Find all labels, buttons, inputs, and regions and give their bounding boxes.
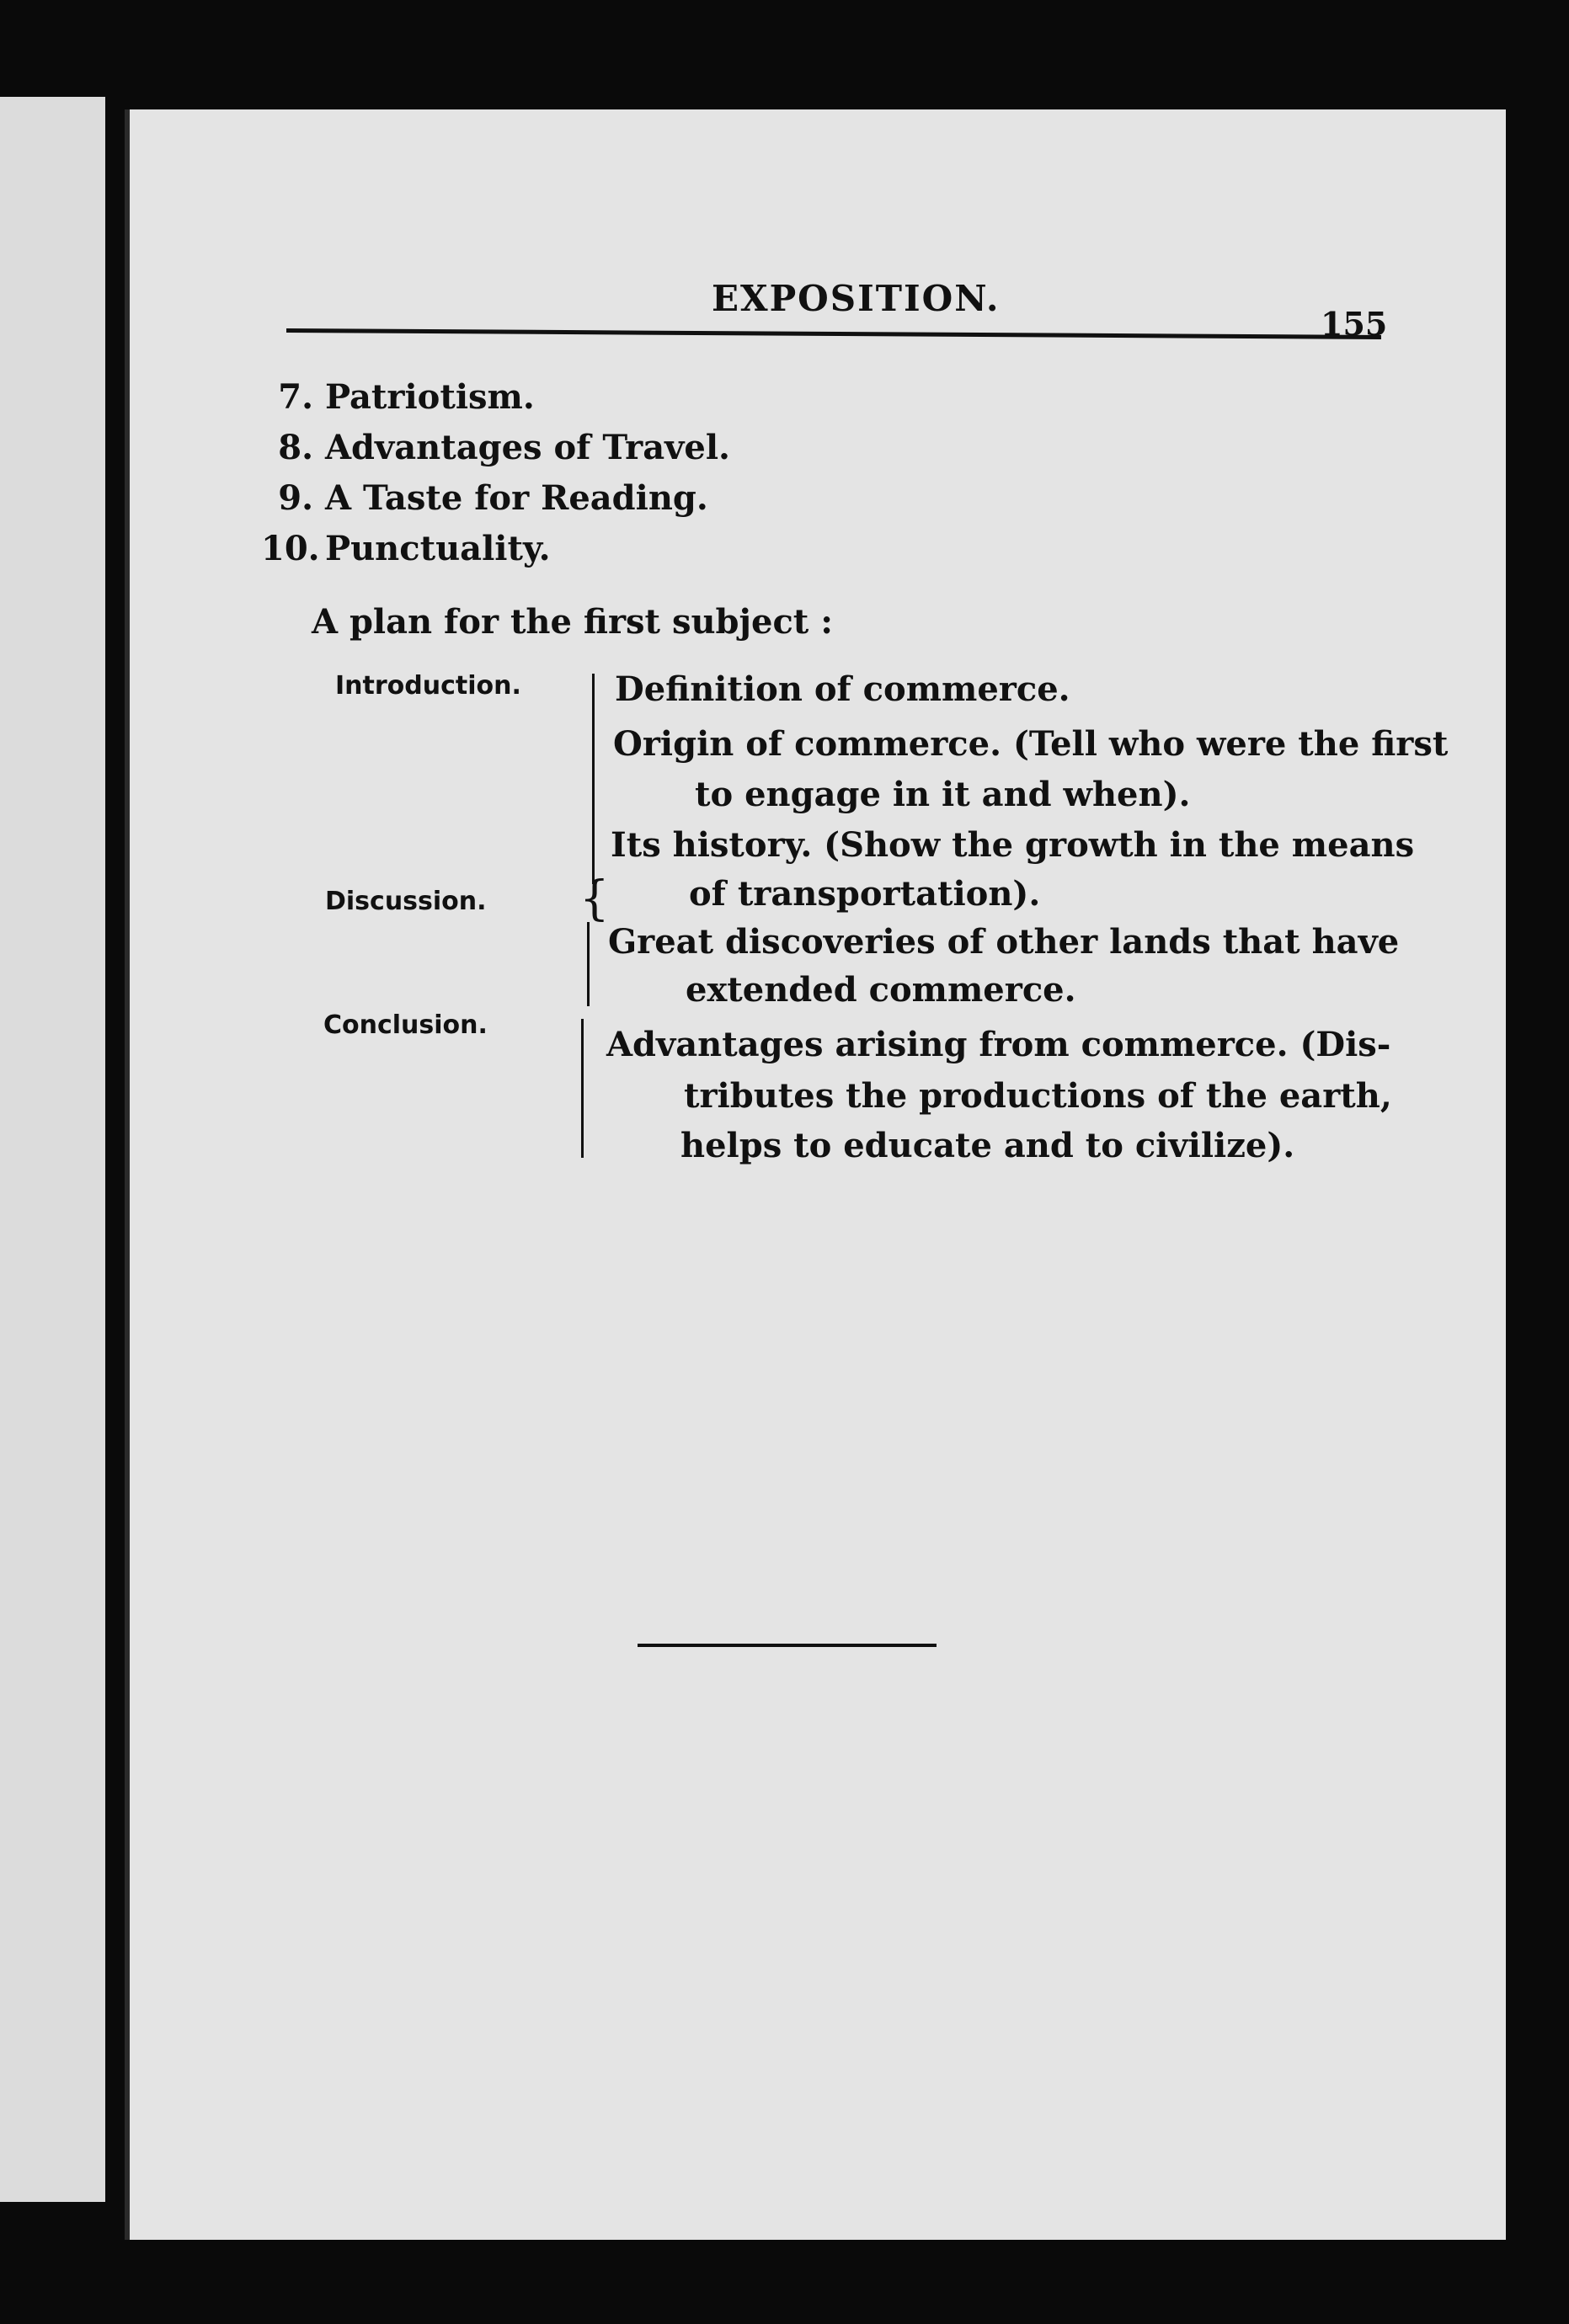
plan-line: tributes the productions of the earth, xyxy=(684,1076,1392,1116)
plan-line: extended commerce. xyxy=(686,970,1076,1010)
topic-number: 10. xyxy=(261,529,320,568)
plan-line: Advantages arising from commerce. (Dis- xyxy=(606,1025,1391,1064)
label-introduction: Introduction. xyxy=(335,671,521,701)
plan-line: Definition of commerce. xyxy=(615,669,1070,709)
topic-text: Advantages of Travel. xyxy=(325,428,730,467)
section-end-rule xyxy=(638,1644,937,1647)
plan-line: Origin of commerce. (Tell who were the first xyxy=(613,724,1449,764)
brace-lower xyxy=(581,1019,584,1158)
plan-line: Its history. (Show the growth in the means xyxy=(611,825,1415,865)
label-discussion: Discussion. xyxy=(325,887,487,916)
topic-item xyxy=(261,529,551,568)
plan-line: to engage in it and when). xyxy=(695,775,1191,814)
running-head: EXPOSITION. xyxy=(712,278,1001,319)
topic-number: 7. xyxy=(278,377,313,417)
plan-line: Great discoveries of other lands that have xyxy=(608,922,1400,962)
topic-text: Punctuality. xyxy=(325,529,551,568)
topic-text: A Taste for Reading. xyxy=(325,478,708,518)
topic-item xyxy=(261,428,730,467)
brace-upper xyxy=(592,674,595,884)
brace-point: { xyxy=(579,872,610,926)
page-number: 155 xyxy=(1321,305,1388,343)
plan-line: helps to educate and to civilize). xyxy=(680,1126,1295,1165)
plan-line: of transportation). xyxy=(689,874,1041,914)
topic-number: 8. xyxy=(278,428,313,467)
topic-item xyxy=(261,478,708,518)
label-conclusion: Conclusion. xyxy=(323,1010,488,1040)
plan-intro: A plan for the first subject : xyxy=(312,602,833,642)
facing-page-edge xyxy=(0,97,105,2202)
topic-text: Patriotism. xyxy=(325,377,535,417)
topic-number: 9. xyxy=(278,478,313,518)
topic-item xyxy=(261,377,535,417)
brace-middle xyxy=(587,922,590,1006)
